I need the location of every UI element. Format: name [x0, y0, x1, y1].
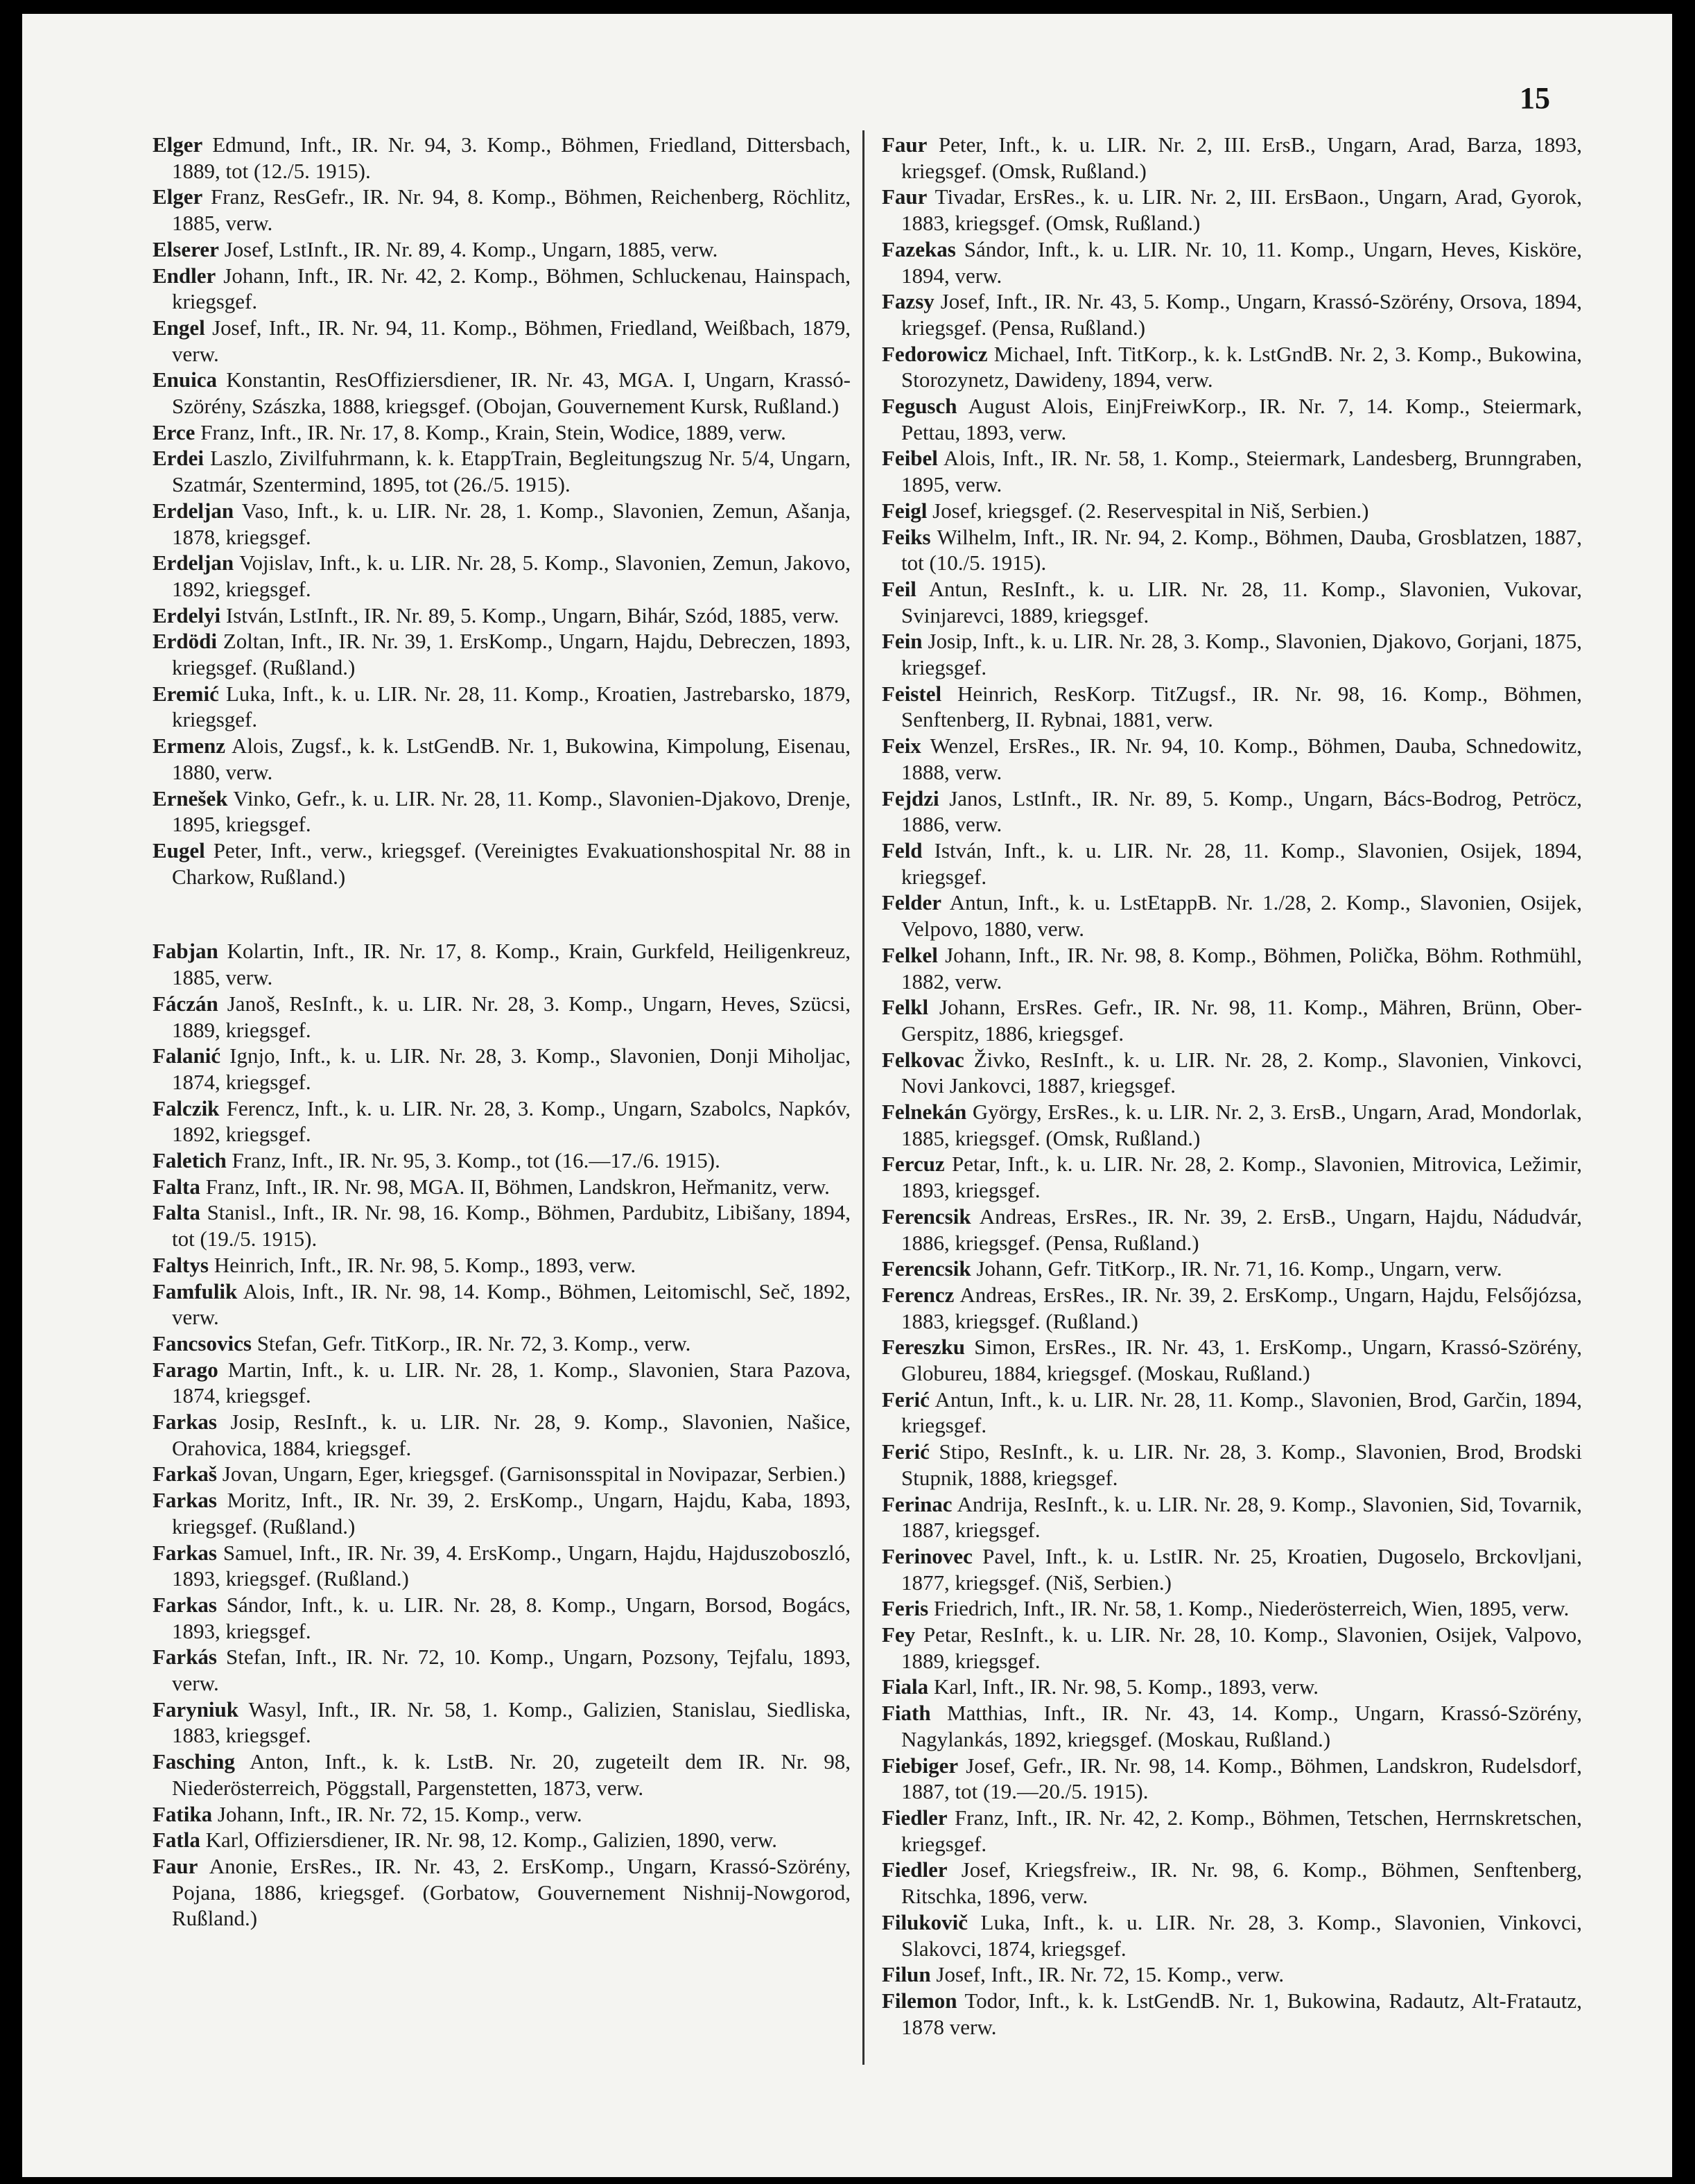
entry-details: August Alois, EinjFreiwKorp., IR. Nr. 7, 14. Komp., Steiermark, Pettau, 1893, verw. [901, 394, 1582, 444]
register-entry [153, 419, 851, 446]
entry-details: Petar, ResInft., k. u. LIR. Nr. 28, 10. Komp., Slavonien, Osijek, Valpovo, 1889, kriegsgef. [901, 1622, 1582, 1673]
register-entry [882, 628, 1582, 680]
entry-details: Alois, Zugsf., k. k. LstGendB. Nr. 1, Bukowina, Kimpolung, Eisenau, 1880, verw. [172, 734, 851, 784]
register-entry [153, 1147, 851, 1174]
entry-surname: Fercuz [882, 1152, 945, 1177]
entry-surname: Fáczán [153, 991, 218, 1016]
entry-surname: Fereszku [882, 1335, 965, 1360]
register-entry [153, 991, 851, 1043]
register-entry [882, 288, 1582, 340]
register-entry [153, 1697, 851, 1749]
entry-details: Antun, ResInft., k. u. LIR. Nr. 28, 11. Komp., Slavonien, Vukovar, Svinjarevci, 1889, kriegsgef. [901, 576, 1582, 627]
register-entry [153, 1644, 851, 1696]
entry-surname: Fabjan [153, 939, 218, 964]
register-entry [153, 628, 851, 680]
entry-details: Wasyl, Inft., IR. Nr. 58, 1. Komp., Galizien, Stanislau, Siedliska, 1883, kriegsgef. [172, 1697, 851, 1748]
entry-surname: Elger [153, 132, 203, 157]
entry-details: Živko, ResInft., k. u. LIR. Nr. 28, 2. Komp., Slavonien, Vinkovci, Novi Jankovci, 1887, kriegsgef. [901, 1047, 1582, 1098]
entry-surname: Fiala [882, 1674, 929, 1699]
register-entry [882, 994, 1582, 1046]
entry-surname: Fazekas [882, 236, 956, 261]
entry-surname: Eugel [153, 838, 205, 863]
entry-details: Peter, Inft., k. u. LIR. Nr. 2, III. ErsB., Ungarn, Arad, Barza, 1893, kriegsgef. (Omsk, Rußland.) [901, 132, 1582, 183]
entry-surname: Fedorowicz [882, 341, 988, 366]
entry-details: Josef, Inft., IR. Nr. 94, 11. Komp., Böhmen, Friedland, Weißbach, 1879, verw. [172, 315, 851, 366]
entry-details: Peter, Inft., verw., kriegsgef. (Vereinigtes Evakuationshospital Nr. 88 in Charkow, Rußland.) [172, 838, 851, 889]
entry-surname: Farkas [153, 1540, 217, 1565]
entry-details: Franz, Inft., IR. Nr. 95, 3. Komp., tot (16.—17./6. 1915). [226, 1148, 720, 1173]
register-entry [882, 1805, 1582, 1857]
register-entry [882, 681, 1582, 733]
register-entry [882, 1334, 1582, 1386]
entry-details: Pavel, Inft., k. u. LstIR. Nr. 25, Kroatien, Dugoselo, Brckovljani, 1877, kriegsgef. (Niš, Serbien.) [901, 1543, 1582, 1595]
register-entry [153, 1540, 851, 1592]
entry-details: Samuel, Inft., IR. Nr. 39, 4. ErsKomp., Ungarn, Hajdu, Hajduszoboszló, 1893, kriegsgef. (Rußland.) [172, 1540, 851, 1591]
entry-surname: Endler [153, 263, 216, 288]
register-entry [882, 786, 1582, 838]
entry-surname: Farkas [153, 1592, 217, 1617]
entry-details: István, LstInft., IR. Nr. 89, 5. Komp., Ungarn, Bihár, Szód, 1885, verw. [220, 603, 840, 627]
register-entry [153, 1487, 851, 1539]
register-entry [153, 1357, 851, 1409]
entry-details: Sándor, Inft., k. u. LIR. Nr. 28, 8. Komp., Ungarn, Borsod, Bogács, 1893, kriegsgef. [172, 1592, 851, 1643]
entry-details: Wenzel, ErsRes., IR. Nr. 94, 10. Komp., Böhmen, Dauba, Schnedowitz, 1888, verw. [901, 734, 1582, 784]
entry-surname: Ermenz [153, 734, 226, 759]
entry-details: Todor, Inft., k. k. LstGendB. Nr. 1, Bukowina, Radautz, Alt-Fratautz, 1878 verw. [901, 1988, 1582, 2039]
entry-surname: Felder [882, 890, 942, 915]
entry-surname: Ferinac [882, 1491, 953, 1516]
entry-surname: Filun [882, 1962, 931, 1987]
entry-surname: Feld [882, 838, 923, 863]
register-entry [153, 184, 851, 236]
entry-details: Moritz, Inft., IR. Nr. 39, 2. ErsKomp., Ungarn, Hajdu, Kaba, 1893, kriegsgef. (Rußland.) [172, 1488, 851, 1539]
entry-surname: Eremić [153, 681, 219, 706]
entry-details: Karl, Inft., IR. Nr. 98, 5. Komp., 1893, verw. [928, 1674, 1319, 1699]
register-entry [153, 1749, 851, 1801]
section-gap [153, 890, 851, 938]
register-entry [882, 1099, 1582, 1151]
register-entry [882, 838, 1582, 890]
entry-surname: Erdeljan [153, 498, 234, 523]
entry-details: Franz, Inft., IR. Nr. 42, 2. Komp., Böhmen, Tetschen, Herrnskretschen, kriegsgef. [901, 1805, 1582, 1856]
entry-details: Franz, ResGefr., IR. Nr. 94, 8. Komp., Böhmen, Reichenberg, Röchlitz, 1885, verw. [172, 184, 851, 236]
entry-details: Josef, Gefr., IR. Nr. 98, 14. Komp., Böhmen, Landskron, Rudelsdorf, 1887, tot (19.—20./5. 1915). [901, 1753, 1582, 1804]
register-entry [153, 445, 851, 497]
register-entry [153, 263, 851, 315]
register-entry [882, 498, 1582, 524]
entry-surname: Fein [882, 629, 923, 654]
entry-surname: Erdeljan [153, 551, 234, 575]
entry-surname: Falczik [153, 1095, 220, 1120]
entry-details: Wilhelm, Inft., IR. Nr. 94, 2. Komp., Böhmen, Dauba, Grosblatzen, 1887, tot (10./5. 1915). [901, 524, 1582, 575]
entry-details: Jovan, Ungarn, Eger, kriegsgef. (Garnisonsspital in Novipazar, Serbien.) [217, 1462, 846, 1487]
entry-details: Josip, ResInft., k. u. LIR. Nr. 28, 9. Komp., Slavonien, Našice, Orahovica, 1884, kriegsgef. [172, 1410, 851, 1460]
entry-details: István, Inft., k. u. LIR. Nr. 28, 11. Komp., Slavonien, Osijek, 1894, kriegsgef. [901, 838, 1582, 889]
entry-details: Kolartin, Inft., IR. Nr. 17, 8. Komp., Krain, Gurkfeld, Heiligenkreuz, 1885, verw. [172, 939, 851, 990]
register-entry [882, 1753, 1582, 1805]
entry-details: Heinrich, ResKorp. TitZugsf., IR. Nr. 98, 16. Komp., Böhmen, Senftenberg, II. Rybnai, 1881, verw. [901, 681, 1582, 732]
register-entry [153, 1043, 851, 1095]
register-entry [153, 1279, 851, 1331]
register-entry [153, 1409, 851, 1461]
entry-details: Stanisl., Inft., IR. Nr. 98, 16. Komp., Böhmen, Pardubitz, Libišany, 1894, tot (19./5. 1915). [172, 1200, 851, 1251]
entry-surname: Fiedler [882, 1805, 948, 1830]
entry-details: Martin, Inft., k. u. LIR. Nr. 28, 1. Komp., Slavonien, Stara Pazova, 1874, kriegsgef. [172, 1357, 851, 1408]
register-entry [882, 1622, 1582, 1674]
register-entry [153, 681, 851, 733]
entry-surname: Fatla [153, 1828, 200, 1853]
document-page [22, 14, 1672, 2177]
entry-surname: Fejdzi [882, 786, 939, 811]
register-entry [153, 786, 851, 838]
entry-surname: Erdelyi [153, 603, 221, 627]
entry-surname: Farago [153, 1357, 218, 1382]
entry-details: Vaso, Inft., k. u. LIR. Nr. 28, 1. Komp., Slavonien, Zemun, Ašanja, 1878, kriegsgef. [172, 498, 851, 549]
entry-details: Andrija, ResInft., k. u. LIR. Nr. 28, 9. Komp., Slavonien, Sid, Tovarnik, 1887, kriegsgef. [901, 1491, 1582, 1543]
entry-surname: Filukovič [882, 1909, 968, 1934]
entry-surname: Faur [882, 184, 928, 209]
entry-details: Andreas, ErsRes., IR. Nr. 39, 2. ErsKomp., Ungarn, Hajdu, Felsőjózsa, 1883, kriegsgef. (Rußland.) [901, 1282, 1582, 1333]
entry-surname: Farkás [153, 1645, 217, 1670]
entry-surname: Felkel [882, 942, 938, 967]
entry-surname: Falta [153, 1200, 200, 1225]
register-entry [882, 1204, 1582, 1256]
register-entry [153, 938, 851, 990]
register-entry [153, 1252, 851, 1279]
entry-surname: Elserer [153, 236, 219, 261]
register-entry [153, 1827, 851, 1853]
entry-details: Petar, Inft., k. u. LIR. Nr. 28, 2. Komp., Slavonien, Mitrovica, Ležimir, 1893, kriegsgef. [901, 1152, 1582, 1203]
entry-surname: Fatika [153, 1801, 213, 1826]
register-entry [153, 1853, 851, 1932]
entry-surname: Ferencsik [882, 1256, 971, 1281]
entry-details: Zoltan, Inft., IR. Nr. 39, 1. ErsKomp., Ungarn, Hajdu, Debreczen, 1893, kriegsgef. (Rußland.) [172, 629, 851, 680]
entry-details: Vojislav, Inft., k. u. LIR. Nr. 28, 5. Komp., Slavonien, Zemun, Jakovo, 1892, kriegsgef. [172, 551, 851, 601]
entry-details: Janoš, ResInft., k. u. LIR. Nr. 28, 3. Komp., Ungarn, Heves, Szücsi, 1889, kriegsgef. [172, 991, 851, 1042]
entry-details: Tivadar, ErsRes., k. u. LIR. Nr. 2, III. ErsBaon., Ungarn, Arad, Gyorok, 1883, kriegsgef. (Omsk, Rußland.) [901, 184, 1582, 236]
entry-surname: Erce [153, 419, 195, 444]
register-entry [882, 1543, 1582, 1595]
entry-details: Josef, LstInft., IR. Nr. 89, 4. Komp., Ungarn, 1885, verw. [218, 236, 718, 261]
entry-surname: Falta [153, 1174, 200, 1199]
entry-surname: Felnekán [882, 1100, 967, 1125]
entry-surname: Filemon [882, 1988, 957, 2013]
register-entry [153, 1095, 851, 1147]
entry-surname: Fazsy [882, 289, 935, 314]
entry-details: Johann, ErsRes. Gefr., IR. Nr. 98, 11. Komp., Mähren, Brünn, Ober-Gerspitz, 1886, kriegsgef. [901, 995, 1582, 1046]
register-entry [882, 341, 1582, 393]
register-entry [882, 236, 1582, 288]
entry-surname: Feris [882, 1596, 929, 1621]
entry-surname: Faur [153, 1854, 198, 1878]
right-column [882, 132, 1582, 2040]
register-entry [882, 1988, 1582, 2040]
entry-details: Johann, Gefr. TitKorp., IR. Nr. 71, 16. Komp., Ungarn, verw. [971, 1256, 1502, 1281]
entry-details: Janos, LstInft., IR. Nr. 89, 5. Komp., Ungarn, Bács-Bodrog, Petröcz, 1886, verw. [901, 786, 1582, 837]
page-number: 15 [1520, 81, 1550, 115]
entry-surname: Famfulik [153, 1279, 238, 1303]
entry-surname: Faltys [153, 1252, 209, 1277]
register-entry [882, 1282, 1582, 1334]
entry-details: Friedrich, Inft., IR. Nr. 58, 1. Komp., Niederösterreich, Wien, 1895, verw. [928, 1596, 1570, 1621]
entry-details: Karl, Offiziersdiener, IR. Nr. 98, 12. Komp., Galizien, 1890, verw. [200, 1828, 777, 1853]
entry-details: Stefan, Inft., IR. Nr. 72, 10. Komp., Ungarn, Pozsony, Tejfalu, 1893, verw. [172, 1645, 851, 1696]
entry-surname: Farkaš [153, 1462, 217, 1487]
entry-details: Simon, ErsRes., IR. Nr. 43, 1. ErsKomp., Ungarn, Krassó-Szörény, Globureu, 1884, kriegsgef. (Moskau, Rußland.) [901, 1335, 1582, 1386]
entry-details: Andreas, ErsRes., IR. Nr. 39, 2. ErsB., Ungarn, Hajdu, Nádudvár, 1886, kriegsgef. (Pensa, Rußland.) [901, 1204, 1582, 1255]
register-entry [153, 1461, 851, 1487]
register-entry [882, 1151, 1582, 1203]
entry-surname: Faur [882, 132, 928, 157]
register-entry [882, 1857, 1582, 1909]
register-entry [882, 1256, 1582, 1282]
entry-details: Laszlo, Zivilfuhrmann, k. k. EtappTrain, Begleitungszug Nr. 5/4, Ungarn, Szatmár, Szentermind, 1895, tot (26./5. 1915). [172, 446, 851, 497]
entry-surname: Ferencz [882, 1282, 955, 1307]
entry-details: Heinrich, Inft., IR. Nr. 98, 5. Komp., 1893, verw. [208, 1252, 636, 1277]
entry-surname: Feigl [882, 498, 928, 523]
entry-surname: Elger [153, 184, 203, 209]
entry-details: Stefan, Gefr. TitKorp., IR. Nr. 72, 3. Komp., verw. [251, 1331, 691, 1355]
column-divider [862, 130, 864, 2065]
entry-surname: Farkas [153, 1488, 217, 1513]
register-entry [882, 393, 1582, 445]
entry-details: Stipo, ResInft., k. u. LIR. Nr. 28, 3. Komp., Slavonien, Brod, Brodski Stupnik, 1888, kriegsgef. [901, 1439, 1582, 1490]
entry-details: Vinko, Gefr., k. u. LIR. Nr. 28, 11. Komp., Slavonien-Djakovo, Drenje, 1895, kriegsgef. [172, 786, 851, 837]
register-entry [153, 498, 851, 550]
entry-surname: Fiebiger [882, 1753, 959, 1778]
entry-surname: Feil [882, 576, 916, 601]
register-entry [882, 524, 1582, 576]
entry-details: Antun, Inft., k. u. LstEtappB. Nr. 1./28, 2. Komp., Slavonien, Osijek, Velpovo, 1880, verw. [901, 890, 1582, 942]
register-entry [882, 733, 1582, 785]
entry-surname: Fiedler [882, 1857, 948, 1882]
register-entry [153, 1199, 851, 1251]
entry-details: Sándor, Inft., k. u. LIR. Nr. 10, 11. Komp., Ungarn, Heves, Kisköre, 1894, verw. [901, 236, 1582, 288]
entry-details: György, ErsRes., k. u. LIR. Nr. 2, 3. ErsB., Ungarn, Arad, Mondorlak, 1885, kriegsgef. (Omsk, Rußland.) [901, 1100, 1582, 1150]
entry-surname: Fegusch [882, 394, 957, 419]
register-entry [153, 315, 851, 367]
register-entry [153, 367, 851, 419]
entry-surname: Faryniuk [153, 1697, 239, 1722]
entry-details: Konstantin, ResOffiziersdiener, IR. Nr. 43, MGA. I, Ungarn, Krassó-Szörény, Szászka, 1888, kriegsgef. (Obojan, Gouvernement Kursk, Rußland.) [172, 367, 851, 419]
entry-details: Josef, Inft., IR. Nr. 72, 15. Komp., verw. [930, 1962, 1285, 1987]
entry-surname: Feistel [882, 681, 942, 706]
register-entry [882, 184, 1582, 236]
entry-details: Josef, Kriegsfreiw., IR. Nr. 98, 6. Komp., Böhmen, Senftenberg, Ritschka, 1896, verw. [901, 1857, 1582, 1909]
entry-surname: Faletich [153, 1148, 227, 1173]
register-entry [882, 576, 1582, 628]
register-entry [882, 1387, 1582, 1439]
entry-details: Alois, Inft., IR. Nr. 98, 14. Komp., Böhmen, Leitomischl, Seč, 1892, verw. [172, 1279, 851, 1330]
register-entry [882, 1961, 1582, 1988]
register-entry [882, 942, 1582, 994]
entry-surname: Fey [882, 1622, 916, 1647]
entry-surname: Erdödi [153, 629, 218, 654]
register-entry [882, 1595, 1582, 1622]
register-entry [882, 1674, 1582, 1700]
register-entry [882, 1491, 1582, 1543]
entry-details: Josip, Inft., k. u. LIR. Nr. 28, 3. Komp., Slavonien, Djakovo, Gorjani, 1875, kriegsgef. [901, 629, 1582, 680]
register-entry [153, 603, 851, 629]
entry-details: Luka, Inft., k. u. LIR. Nr. 28, 11. Komp., Kroatien, Jastrebarsko, 1879, kriegsgef. [172, 681, 851, 732]
register-entry [882, 445, 1582, 497]
register-entry [153, 236, 851, 263]
register-entry [153, 733, 851, 785]
entry-surname: Erdei [153, 446, 205, 471]
entry-details: Josef, Inft., IR. Nr. 43, 5. Komp., Ungarn, Krassó-Szörény, Orsova, 1894, kriegsgef. (Pensa, Rußland.) [901, 289, 1582, 340]
entry-surname: Feibel [882, 446, 938, 471]
register-entry [153, 1331, 851, 1357]
register-entry [882, 132, 1582, 184]
register-entry [153, 1592, 851, 1644]
entry-details: Matthias, Inft., IR. Nr. 43, 14. Komp., Ungarn, Krassó-Szörény, Nagylankás, 1892, kriegsgef. (Moskau, Rußland.) [901, 1701, 1582, 1751]
entry-details: Anton, Inft., k. k. LstB. Nr. 20, zugeteilt dem IR. Nr. 98, Niederösterreich, Pöggstall, Pargenstetten, 1873, verw. [172, 1749, 851, 1800]
entry-surname: Feiks [882, 524, 931, 549]
entry-details: Anonie, ErsRes., IR. Nr. 43, 2. ErsKomp., Ungarn, Krassó-Szörény, Pojana, 1886, kriegsgef. (Gorbatow, Gouvernement Nishnij-Nowgorod, Rußland.) [172, 1854, 851, 1931]
entry-surname: Ernešek [153, 786, 228, 811]
entry-surname: Enuica [153, 367, 218, 392]
register-entry [153, 838, 851, 890]
entry-surname: Falanić [153, 1043, 221, 1068]
register-entry [882, 1439, 1582, 1491]
entry-details: Antun, Inft., k. u. LIR. Nr. 28, 11. Komp., Slavonien, Brod, Garčin, 1894, kriegsgef. [901, 1387, 1582, 1438]
entry-surname: Ferić [882, 1439, 930, 1464]
register-entry [882, 1909, 1582, 1961]
entry-details: Ferencz, Inft., k. u. LIR. Nr. 28, 3. Komp., Ungarn, Szabolcs, Napkóv, 1892, kriegsgef. [172, 1095, 851, 1147]
entry-details: Ignjo, Inft., k. u. LIR. Nr. 28, 3. Komp., Slavonien, Donji Miholjac, 1874, kriegsgef. [172, 1043, 851, 1094]
entry-surname: Ferić [882, 1387, 930, 1412]
entry-surname: Fasching [153, 1749, 235, 1774]
entry-details: Edmund, Inft., IR. Nr. 94, 3. Komp., Böhmen, Friedland, Dittersbach, 1889, tot (12./5. 1915). [172, 132, 851, 183]
entry-details: Johann, Inft., IR. Nr. 42, 2. Komp., Böhmen, Schluckenau, Hainspach, kriegsgef. [172, 263, 851, 314]
register-entry [153, 550, 851, 602]
entry-surname: Farkas [153, 1410, 217, 1435]
register-entry [882, 1047, 1582, 1099]
entry-details: Luka, Inft., k. u. LIR. Nr. 28, 3. Komp., Slavonien, Vinkovci, Slakovci, 1874, kriegsgef. [901, 1909, 1582, 1961]
entry-surname: Engel [153, 315, 205, 340]
register-entry [153, 1801, 851, 1828]
entry-details: Franz, Inft., IR. Nr. 17, 8. Komp., Krain, Stein, Wodice, 1889, verw. [195, 419, 786, 444]
register-entry [882, 1700, 1582, 1752]
entry-details: Johann, Inft., IR. Nr. 72, 15. Komp., verw. [212, 1801, 582, 1826]
entry-surname: Fancsovics [153, 1331, 252, 1355]
register-entry [153, 1174, 851, 1200]
left-column [153, 132, 851, 1932]
entry-details: Franz, Inft., IR. Nr. 98, MGA. II, Böhmen, Landskron, Heřmanitz, verw. [200, 1174, 830, 1199]
entry-details: Johann, Inft., IR. Nr. 98, 8. Komp., Böhmen, Polička, Böhm. Rothmühl, 1882, verw. [901, 942, 1582, 994]
entry-surname: Felkl [882, 995, 929, 1020]
entry-surname: Ferencsik [882, 1204, 971, 1229]
register-entry [882, 890, 1582, 942]
entry-surname: Feix [882, 734, 921, 759]
entry-surname: Ferinovec [882, 1543, 973, 1568]
entry-details: Michael, Inft. TitKorp., k. k. LstGndB. Nr. 2, 3. Komp., Bukowina, Storozynetz, Dawideny, 1894, verw. [901, 341, 1582, 392]
entry-surname: Fiath [882, 1701, 931, 1726]
entry-surname: Felkovac [882, 1047, 964, 1072]
entry-details: Alois, Inft., IR. Nr. 58, 1. Komp., Steiermark, Landesberg, Brunngraben, 1895, verw. [901, 446, 1582, 497]
register-entry [153, 132, 851, 184]
entry-details: Josef, kriegsgef. (2. Reservespital in Niš, Serbien.) [927, 498, 1369, 523]
